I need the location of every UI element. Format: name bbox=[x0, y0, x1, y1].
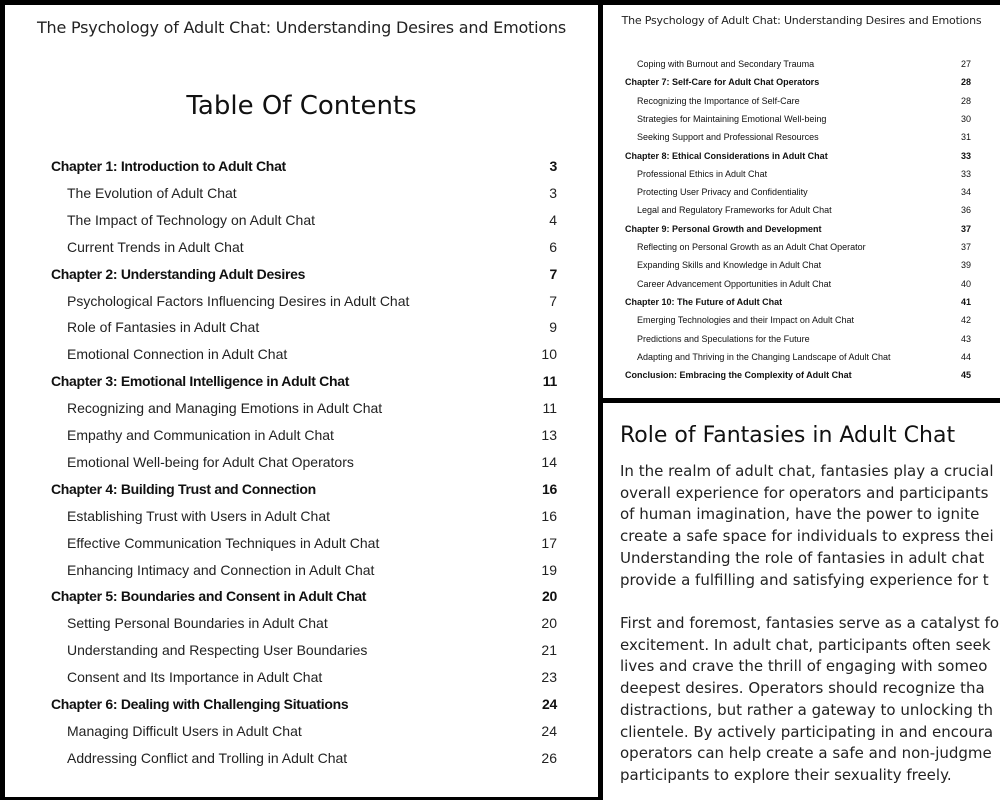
toc-chapter-entry[interactable] bbox=[5, 155, 598, 177]
toc-section-entry[interactable] bbox=[5, 451, 598, 473]
toc-page-number: 14 bbox=[541, 453, 557, 470]
toc-section-entry[interactable] bbox=[5, 559, 598, 581]
toc-heading: Table Of Contents bbox=[186, 91, 417, 121]
toc-entry-label: Chapter 1: Introduction to Adult Chat bbox=[51, 158, 286, 174]
toc-entry-label: Chapter 7: Self-Care for Adult Chat Operators bbox=[625, 77, 820, 88]
paragraph-line: excitement. In adult chat, participants often seek bbox=[620, 635, 991, 654]
toc-section-entry[interactable] bbox=[5, 236, 598, 258]
paragraph-line: deepest desires. Operators should recognize tha bbox=[620, 679, 985, 698]
toc-page-number: 43 bbox=[960, 333, 971, 344]
toc-page-number: 23 bbox=[541, 669, 557, 686]
toc-page-number: 45 bbox=[960, 370, 971, 381]
toc-entry-label: Professional Ethics in Adult Chat bbox=[637, 168, 768, 179]
paragraph-line: create a safe space for individuals to express thei bbox=[620, 527, 994, 546]
toc-entry-label: Chapter 10: The Future of Adult Chat bbox=[625, 296, 783, 307]
toc-page-number: 11 bbox=[542, 400, 557, 417]
toc-page-number: 27 bbox=[960, 59, 971, 69]
toc-entry-label: Career Advancement Opportunities in Adult Chat bbox=[637, 278, 832, 289]
toc-section-entry[interactable] bbox=[603, 92, 1000, 110]
paragraph-line: Understanding the role of fantasies in adult chat bbox=[620, 548, 985, 567]
toc-section-entry[interactable] bbox=[603, 256, 1000, 274]
toc-chapter-entry[interactable] bbox=[5, 478, 598, 500]
toc-section-entry[interactable] bbox=[603, 55, 1000, 73]
toc-entry-label: Psychological Factors Influencing Desires in Adult Chat bbox=[67, 292, 410, 309]
toc-entry-label: Emerging Technologies and their Impact on Adult Chat bbox=[637, 315, 854, 326]
toc-section-entry[interactable] bbox=[603, 128, 1000, 146]
toc-entry-label: Recognizing the Importance of Self-Care bbox=[637, 95, 800, 106]
toc-entry-label: Recognizing and Managing Emotions in Adult Chat bbox=[67, 400, 383, 417]
book-title: The Psychology of Adult Chat: Understanding Desires and Emotions bbox=[621, 14, 982, 27]
toc-chapter-entry[interactable] bbox=[5, 585, 598, 607]
toc-section-entry[interactable] bbox=[603, 165, 1000, 183]
toc-page-number: 37 bbox=[960, 242, 971, 252]
toc-page-number: 39 bbox=[960, 260, 971, 271]
toc-page-number: 40 bbox=[960, 278, 971, 289]
toc-page-number: 24 bbox=[542, 696, 557, 712]
toc-entry-label: Adapting and Thriving in the Changing Landscape of Adult Chat bbox=[637, 351, 891, 362]
toc-chapter-entry[interactable] bbox=[5, 263, 598, 285]
toc-entry-label: Establishing Trust with Users in Adult Chat bbox=[67, 507, 331, 524]
toc-section-entry[interactable] bbox=[5, 532, 598, 554]
toc-page-number: 37 bbox=[960, 223, 971, 234]
toc-entry-label: Chapter 4: Building Trust and Connection bbox=[51, 480, 316, 497]
paragraph-line: lives and crave the thrill of engaging with someo bbox=[620, 657, 988, 676]
toc-section-entry[interactable] bbox=[603, 110, 1000, 128]
toc-entry-label: Expanding Skills and Knowledge in Adult Chat bbox=[637, 260, 822, 271]
toc-page-number: 34 bbox=[960, 187, 971, 198]
toc-section-entry[interactable] bbox=[5, 505, 598, 527]
toc-entry-label: Chapter 2: Understanding Adult Desires bbox=[51, 265, 306, 282]
toc-page-number: 26 bbox=[541, 749, 557, 766]
toc-section-entry[interactable] bbox=[603, 311, 1000, 329]
toc-page-number: 3 bbox=[549, 184, 557, 201]
toc-page-number: 24 bbox=[541, 722, 557, 739]
toc-entry-label: Setting Personal Boundaries in Adult Chat bbox=[67, 615, 328, 632]
paragraph-line: First and foremost, fantasies serve as a catalyst fo bbox=[620, 614, 1000, 632]
toc-section-entry[interactable] bbox=[5, 397, 598, 419]
toc-page-number: 33 bbox=[960, 168, 971, 179]
toc-section-entry[interactable] bbox=[5, 612, 598, 634]
toc-section-entry[interactable] bbox=[603, 275, 1000, 293]
toc-section-entry[interactable] bbox=[603, 238, 1000, 256]
toc-page-number: 19 bbox=[541, 561, 557, 578]
toc-entry-label: Effective Communication Techniques in Adult Chat bbox=[67, 534, 380, 551]
toc-page-number: 4 bbox=[549, 211, 557, 228]
toc-section-entry[interactable] bbox=[5, 424, 598, 446]
toc-entry-label: Chapter 5: Boundaries and Consent in Adult Chat bbox=[51, 588, 367, 605]
toc-chapter-entry[interactable] bbox=[603, 366, 1000, 384]
toc-page-number: 44 bbox=[960, 351, 971, 362]
toc-page-number: 11 bbox=[542, 373, 557, 390]
paragraph-line: participants to explore their sexuality freely. bbox=[620, 765, 952, 784]
toc-chapter-entry[interactable] bbox=[5, 370, 598, 392]
toc-section-entry[interactable] bbox=[5, 720, 598, 742]
toc-entry-label: Current Trends in Adult Chat bbox=[67, 238, 244, 255]
toc-section-entry[interactable] bbox=[5, 209, 598, 231]
toc-entry-label: Reflecting on Personal Growth as an Adult Chat Operator bbox=[637, 242, 866, 252]
toc-entry-label: Chapter 3: Emotional Intelligence in Adult Chat bbox=[51, 373, 350, 390]
paragraph bbox=[620, 613, 1000, 787]
toc-chapter-entry[interactable] bbox=[5, 693, 598, 715]
toc-entry-label: The Evolution of Adult Chat bbox=[67, 184, 237, 201]
toc-page-number: 10 bbox=[541, 346, 557, 363]
toc-page-number: 28 bbox=[960, 95, 971, 106]
toc-entry-label: Emotional Connection in Adult Chat bbox=[67, 346, 288, 363]
toc-page-number: 16 bbox=[541, 507, 557, 524]
toc-entry-label: Chapter 8: Ethical Considerations in Adult Chat bbox=[625, 150, 828, 161]
toc-chapter-entry[interactable] bbox=[603, 73, 1000, 91]
toc-page-number: 42 bbox=[960, 315, 971, 326]
toc-page-number: 33 bbox=[960, 150, 971, 161]
toc-page-number: 7 bbox=[549, 265, 557, 282]
toc-section-entry[interactable] bbox=[5, 316, 598, 338]
toc-entry-label: Legal and Regulatory Frameworks for Adult Chat bbox=[637, 205, 832, 216]
toc-page-number: 7 bbox=[549, 292, 557, 309]
toc-entry-label: Consent and Its Importance in Adult Chat bbox=[67, 669, 323, 686]
toc-chapter-entry[interactable] bbox=[603, 220, 1000, 238]
toc-entry-label: Enhancing Intimacy and Connection in Adult Chat bbox=[67, 561, 375, 578]
toc-page-number: 20 bbox=[542, 588, 557, 605]
toc-section-entry[interactable] bbox=[5, 343, 598, 365]
book-title: The Psychology of Adult Chat: Understanding Desires and Emotions bbox=[36, 18, 567, 37]
toc-entry-label: Role of Fantasies in Adult Chat bbox=[67, 319, 260, 336]
toc-section-entry[interactable] bbox=[603, 201, 1000, 219]
toc-section-entry[interactable] bbox=[5, 639, 598, 661]
toc-section-entry[interactable] bbox=[603, 183, 1000, 201]
toc-page-number: 9 bbox=[549, 319, 557, 336]
toc-entry-label: Managing Difficult Users in Adult Chat bbox=[67, 722, 302, 739]
content-page bbox=[603, 403, 1000, 800]
toc-page-number: 6 bbox=[549, 238, 557, 255]
toc-entry-label: Addressing Conflict and Trolling in Adult Chat bbox=[67, 749, 348, 766]
paragraph-line: clientele. By actively participating in and encoura bbox=[620, 722, 994, 741]
toc-page-number: 31 bbox=[960, 132, 971, 143]
toc-page-number: 28 bbox=[960, 77, 971, 88]
toc-section-entry[interactable] bbox=[5, 290, 598, 312]
toc-entry-label: Conclusion: Embracing the Complexity of Adult Chat bbox=[625, 370, 852, 381]
toc-chapter-entry[interactable] bbox=[603, 293, 1000, 311]
toc-section-entry[interactable] bbox=[5, 666, 598, 688]
paragraph-line: provide a fulfilling and satisfying experience for t bbox=[620, 570, 989, 589]
toc-section-entry[interactable] bbox=[603, 330, 1000, 348]
toc-chapter-entry[interactable] bbox=[603, 147, 1000, 165]
paragraph-line: distractions, but rather a gateway to unlocking th bbox=[620, 700, 994, 719]
toc-entry-label: Chapter 6: Dealing with Challenging Situations bbox=[51, 696, 349, 712]
paragraph-line: overall experience for operators and participants bbox=[620, 483, 989, 502]
toc-page-number: 30 bbox=[960, 113, 971, 124]
toc-page-number: 16 bbox=[542, 480, 557, 497]
toc-page-2 bbox=[603, 5, 1000, 398]
toc-entry-label: Empathy and Communication in Adult Chat bbox=[67, 427, 334, 443]
toc-entry-label: Seeking Support and Professional Resources bbox=[637, 132, 819, 143]
paragraph-line: In the realm of adult chat, fantasies play a crucial bbox=[620, 462, 994, 480]
toc-page-number: 17 bbox=[541, 534, 557, 551]
toc-entry-label: The Impact of Technology on Adult Chat bbox=[67, 211, 316, 228]
toc-page-number: 3 bbox=[549, 158, 557, 174]
toc-page-1 bbox=[5, 5, 598, 797]
toc-page-number: 41 bbox=[960, 296, 971, 307]
toc-section-entry[interactable] bbox=[5, 747, 598, 769]
toc-entry-label: Protecting User Privacy and Confidentiality bbox=[637, 187, 808, 198]
toc-page-number: 20 bbox=[541, 615, 557, 632]
toc-section-entry[interactable] bbox=[603, 348, 1000, 366]
paragraph bbox=[620, 461, 1000, 591]
section-title: Role of Fantasies in Adult Chat bbox=[620, 423, 956, 448]
toc-page-number: 21 bbox=[541, 642, 557, 659]
toc-entry-label: Strategies for Maintaining Emotional Well-being bbox=[637, 113, 827, 124]
paragraph-line: of human imagination, have the power to ignite bbox=[620, 505, 980, 524]
toc-page-number: 36 bbox=[960, 205, 971, 216]
toc-page-number: 13 bbox=[541, 427, 557, 443]
toc-entry-label: Coping with Burnout and Secondary Trauma bbox=[637, 59, 815, 69]
paragraph-line: operators can help create a safe and non-judgme bbox=[620, 744, 992, 763]
toc-entry-label: Predictions and Speculations for the Future bbox=[637, 333, 810, 344]
toc-section-entry[interactable] bbox=[5, 182, 598, 204]
toc-entry-label: Emotional Well-being for Adult Chat Operators bbox=[67, 453, 354, 470]
toc-entry-label: Chapter 9: Personal Growth and Development bbox=[625, 223, 822, 234]
toc-entry-label: Understanding and Respecting User Boundaries bbox=[67, 642, 368, 659]
